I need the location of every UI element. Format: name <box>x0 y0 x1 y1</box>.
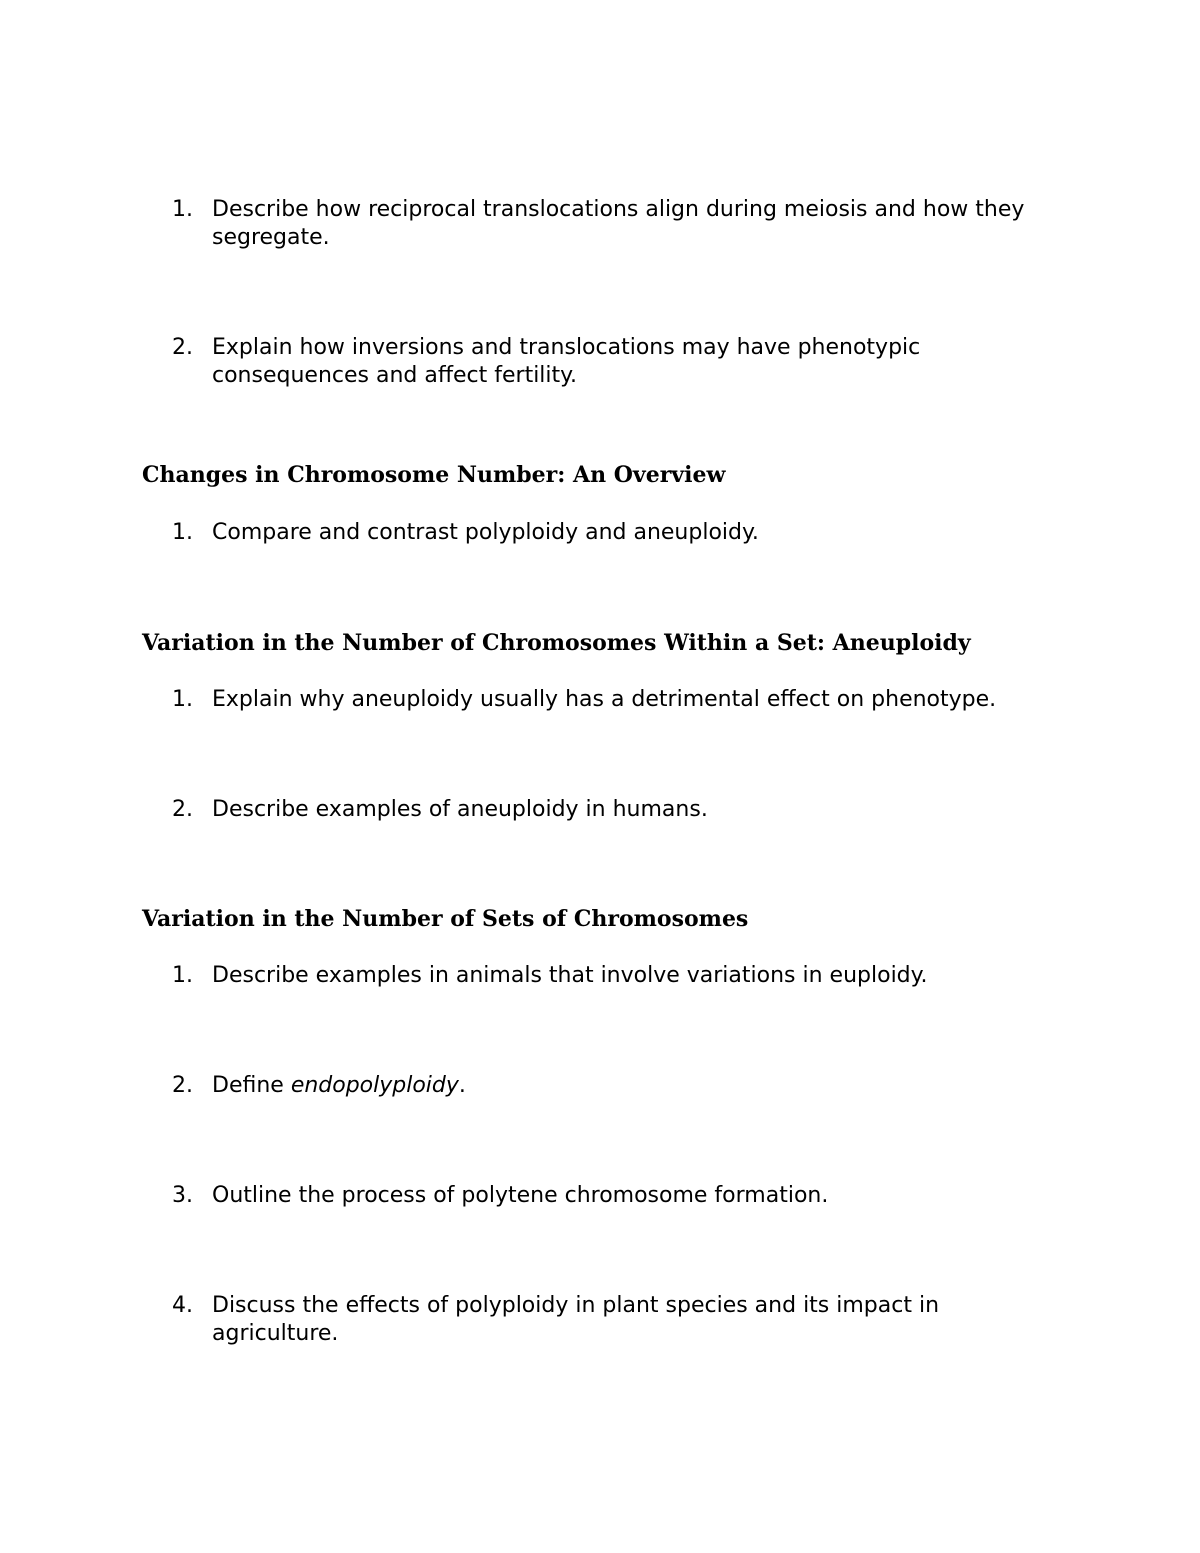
list-item-text: Discuss the effects of polyploidy in plant species and its impact in agriculture. <box>212 1293 940 1346</box>
list-number: 3. <box>172 1183 193 1208</box>
italic-term: endopolyploidy <box>290 1073 459 1098</box>
list-item-text: Explain how inversions and translocations may have phenotypic consequences and affect fertility. <box>212 335 921 388</box>
list-item-text: Describe examples of aneuploidy in humans. <box>212 797 708 822</box>
text-suffix: . <box>458 1073 466 1098</box>
list-number: 2. <box>172 797 193 822</box>
list-number: 1. <box>172 963 193 988</box>
list-number: 1. <box>172 687 193 712</box>
list-number: 4. <box>172 1293 193 1318</box>
list-number: 1. <box>172 520 193 545</box>
list-item-text: Explain why aneuploidy usually has a detrimental effect on phenotype. <box>212 687 997 712</box>
section-heading: Changes in Chromosome Number: An Overview <box>142 462 726 488</box>
section-heading: Variation in the Number of Chromosomes Within a Set: Aneuploidy <box>142 630 971 656</box>
list-number: 2. <box>172 335 193 360</box>
list-number: 2. <box>172 1073 193 1098</box>
list-item-text <box>212 1072 1072 1100</box>
list-item-text: Describe examples in animals that involve variations in euploidy. <box>212 963 928 988</box>
list-item-text: Describe how reciprocal translocations align during meiosis and how they segregate. <box>212 197 1025 250</box>
text-prefix: Define <box>212 1073 291 1098</box>
list-item-text: Outline the process of polytene chromosome formation. <box>212 1183 829 1208</box>
list-item-text: Compare and contrast polyploidy and aneuploidy. <box>212 520 759 545</box>
list-number: 1. <box>172 197 193 222</box>
section-heading: Variation in the Number of Sets of Chromosomes <box>142 906 749 932</box>
